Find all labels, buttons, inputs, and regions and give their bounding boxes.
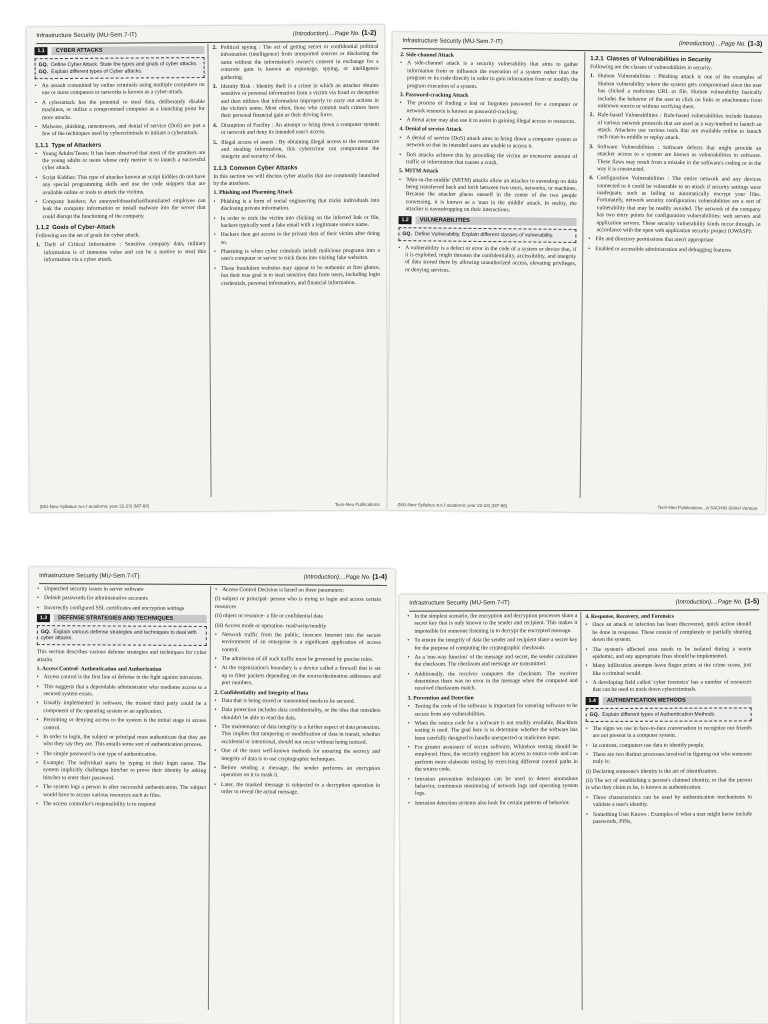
bullet: • Data that is being stored or transmitted needs to be secured. — [214, 698, 380, 706]
bullet: • Phishing is a form of social engineering that tricks individuals into disclosing private information. — [214, 198, 380, 214]
sub-item: (ii) object or resource- a file or confidential data — [214, 613, 323, 620]
page-footer: (MU-New Syllabus w.e.f academic year 22-23) (M7-66) Tech-Neo Publications...A SACHIN SHAH Venture — [397, 502, 758, 511]
page-header — [409, 597, 759, 611]
subsection-heading: 1.1.3 Common Cyber Attacks — [213, 164, 298, 172]
header-book-title: Infrastructure Security (MU-Sem.7-IT) — [402, 38, 503, 46]
question-box: GQ. Explain various defense strategies and techniques to deal with cyber attacks. — [37, 625, 207, 646]
column-divider — [208, 586, 211, 1010]
numbered-item: 1. Theft of Critical Information : Sensitive company data, military information is of immense value and can be a motive to steal this information via a cyber attack. — [35, 241, 206, 264]
header-page-number: (Introduction)....Page No. (1-5) — [675, 598, 760, 606]
numbered-item: 5. Illegal access of assets : By obtaining illegal access to the resources and stealing information, this cybercrime can compromise the integrity and security of data. — [213, 138, 380, 161]
question-box: GQ. Define Vulnerability. Explain different classes of vulnerability. — [398, 227, 576, 243]
header-page-number: (Introduction)....Page No. (1-2) — [292, 29, 377, 38]
bullet: • Malware, phishing, ransomware, and denial of service (DoS) are just a few of the techniques used by cybercriminals to initiate a cyberattack. — [35, 123, 205, 139]
bullet: • Script Kiddies: This type of attacker known as script kiddies do not have any special programming skills and use the code snippets that are available online or tools to attack the victims. — [35, 174, 205, 197]
bullet: • This suggests that a dependable administrator who mediates access to a secured system exists. — [37, 684, 207, 700]
bullet: • Three characteristics can be used by authentication mechanisms to validate a user's identity. — [586, 794, 752, 809]
numbered-item: 2. Rule-based Vulnerabilities : Rule-based vulnerabilities include features of various network protocols that are used as a way/method to launch an attack. Attackers use various tools that are available online to launch such man-in-middle or replay attack. — [589, 112, 762, 142]
question-box: GQ. Explain different types of Authentication Methods. — [586, 707, 752, 722]
bullet: • Intrusion detection systems also look for certain patterns of behavior. — [408, 800, 578, 808]
sub-item: (i) subject or principal- person who is trying to login and access certain resources — [214, 596, 382, 610]
sub-item: (iii) Access mode or operation- read/write/modify — [214, 622, 327, 630]
numbered-item: 1. Human Vulnerabilities : Phishing attack is one of the examples of Human vulnerability where the system gets compromised since the user has clicked a malicious URL or file. Human vulnerability basically includes the behavior of the user to click on links or attachments from unknown source or without verifying them. — [590, 73, 763, 111]
section-heading: 1.1 CYBER ATTACKS — [34, 46, 204, 55]
bullet: • Once an attack or infection has been discovered, quick action should be done in response. These consist of completely or partially shutting down the system. — [585, 622, 751, 645]
page-1-4 — [27, 567, 395, 1024]
right-column — [214, 586, 381, 799]
bullet: • To ensure the integrity of data the sender and recipient share a secret key for the purpose of computing the cryptographic checksum. — [407, 637, 577, 652]
item-heading: 1. Phishing and Pharming Attack — [213, 189, 293, 197]
section-heading: 1.3 DEFENSE STRATEGIES AND TECHNIQUES — [37, 614, 207, 623]
page-1-3 — [388, 32, 768, 514]
bullet: • The simple password is one type of authentication. — [36, 751, 206, 759]
bullet: • Default passwords for administrative accounts — [37, 595, 207, 603]
bullet: • The signs we use in face-to-face conversation to recognize our friends are not present in a computer system. — [586, 725, 752, 740]
item-heading: 3. Prevention and Detection — [407, 695, 474, 702]
header-book-title: Infrastructure Security (MU-Sem.7-IT) — [39, 573, 140, 580]
bullet: • Hackers then get access to the private data of their victim after doing so. — [214, 231, 380, 247]
bullet: • A vulnerability is a defect or error in the code of a system or device that, if it is exploited, might threaten the confidentiality, accessibility, and integrity of data stored there by allowing unauthorized access, elevating privileges, or denying services. — [398, 245, 576, 276]
bullet: • Usually implemented in software, the trusted third party could be a component of the operating system or an application. — [36, 700, 206, 716]
bullet: • 'Man-in-the-middle' (MITM) attacks allow an attacker to eavesdrop on data being transferred back and forth between two users, networks, or machines. Because the attacker places oneself in the center of the two people conversing, it is known as a 'man in the middle' attack. In reality, the attacker is eavesdropping on their interactions. — [399, 177, 577, 216]
bullet: • The system's affected area needs to be isolated during a worm epidemic, and any appropriate fixes should be implemented. — [585, 646, 751, 661]
page-footer: (MU-New Syllabus w.e.f academic year 22-23) (M7-66) Tech-Neo Publications — [39, 501, 380, 510]
bullet: • File and directory permissions that aren't appropriate — [588, 236, 760, 245]
bullet: • A side-channel attack is a security vulnerability that aims to gather information from or influence the execution of a system rather than the program or its code directly in order to gain information from or modify the program execution of a system. — [400, 60, 578, 91]
subsection-heading: 1.1.2 Goals of Cyber-Attack — [35, 224, 116, 232]
bullet: • The system logs a person in after successful authentication. The subject would have to access various resources such as files. — [36, 784, 206, 800]
subsection-heading: 1.2.1 Classes of Vulnerabilities in Security — [590, 56, 712, 64]
bullet: • At the organization's boundary is a device called a firewall that is set up to filter packets depending on the source/destination addresses and port numbers. — [215, 665, 381, 688]
bullet: • These fraudulent websites may appear to be authentic at first glance, but their true goal is to steal sensitive data from users, including login credentials, personal information, and financial information. — [214, 265, 380, 288]
numbered-item: 4. Disruption of Facility : An attempt to bring down a computer system or network and deny its intended user's access. — [212, 121, 380, 137]
sub-item: (ii) The act of establishing a person's claimed identity, or that the person is who they claim to be, is known as authentication. — [585, 777, 752, 792]
bullet: • Testing the code of the software is important for ensuring software to be secure from any vulnerabilities. — [408, 703, 578, 718]
bullet: • Many infiltration attempts leave finger prints at the crime scene, just like a criminal would. — [585, 663, 751, 678]
bullet: • In order to trick the victim into clicking on the infected link or file, hackers typically send a fake email with a legitimate source name. — [214, 214, 380, 230]
section-heading: 1.4 AUTHENTICATION METHODS — [586, 696, 752, 705]
bullet: • Incorrectly configured SSL certificates and encryption settings — [37, 605, 207, 613]
bullet: • There are two distinct processes involved in figuring out who someone truly is: — [586, 751, 752, 766]
bullet: • Network traffic from the public, insecure Internet into the secure environment of an enterprise is a significant application of access control. — [215, 632, 381, 655]
column-divider — [580, 52, 586, 498]
paragraph: Following are the classes of vulnerabilities in security. — [590, 64, 712, 72]
page-header — [36, 29, 376, 44]
paragraph: This section describes various defense strategies and techniques for cyber attacks. — [36, 649, 207, 663]
subsection-heading: 1.1.1 Type of Attackers — [35, 142, 102, 149]
bullet: • Intrusion prevention techniques can be used to detect anomalous behavior, continuous monitoring of network logs and operating system logs. — [408, 776, 578, 799]
page-1-2 — [26, 25, 387, 512]
left-column — [34, 44, 206, 267]
item-heading: 3. Password-cracking Attack — [399, 91, 469, 99]
left-column — [407, 612, 578, 810]
bullet: • Enabled or accessible administration and debugging features — [588, 246, 760, 255]
bullet: • A denial of service (DoS) attack aims to bring down a computer system or network so that its intended users are unable to access it. — [399, 135, 577, 152]
bullet: • Later, the masked message is subjected to a decryption operation in order to reveal the actual message. — [214, 782, 380, 798]
right-column — [585, 611, 752, 828]
bullet: • A threat actor may also use it to assist in gaining illegal access to resources. — [400, 117, 578, 126]
bullet: • In the simplest scenario, the encryption and decryption processes share a secret key that is only known to the sender and recipient. This makes it impossible for someone listening in to decrypt the encrypted message. — [407, 613, 577, 636]
bullet: • The admission of all such traffic must be governed by precise rules. — [215, 656, 381, 664]
bullet: • Data protection includes data confidentiality, or the idea that outsiders shouldn't be able to read the data. — [214, 707, 380, 723]
numbered-item: 3. Identity Risk : Identity theft is a crime in which an attacker obtains sensitive or personal information from a victim via fraud or deception and then utilizes that information improperly to carry out actions in the victim's name. Most often, those who commit such crimes have their personal financial gain as their driving force. — [212, 82, 379, 120]
page-header — [39, 571, 387, 586]
bullet: • An assault committed by online criminals using multiple computers on one or more computers or networks is known as a cyber-attack. — [35, 82, 205, 98]
right-column — [588, 52, 762, 257]
bullet: • Additionally, the receiver computes the checksum. The receiver determines there was no error in the message when the computed and received checksums match. — [408, 671, 578, 694]
bullet: • Access control is the first line of defense in the fight against intrusions. — [37, 674, 207, 682]
bullet: • The access controller's responsibility is to respond — [36, 801, 206, 809]
left-column — [398, 50, 578, 278]
item-heading: 5. MITM Attack — [399, 168, 439, 175]
bullet: • In contrast, computers use data to identify people. — [586, 742, 752, 750]
item-heading: 4. Denial of service Attack — [399, 126, 462, 134]
header-page-number: (Introduction)....Page No. (1-3) — [678, 40, 763, 48]
header-page-number: (Introduction)....Page No. (1-4) — [303, 573, 388, 581]
item-heading: 2. Confidentiality and Integrity of Data — [214, 689, 309, 697]
bullet: • Access Control Decision is based on three parameters: — [215, 587, 381, 595]
column-divider — [207, 44, 211, 497]
bullet: • For greater assurance of secure software, Whitebox testing should be employed. Here, the security engineer has access to source code and can perform more elaborate testing by exercising different control paths in the source code. — [408, 744, 578, 774]
paragraph: In this section we will discuss cyber attacks that are commonly launched by the attackers. — [213, 172, 380, 187]
bullet: • In order to login, the subject or principal must authenticate that they are who they say they are. This entails some sort of authentication process. — [36, 734, 206, 750]
question-box: GQ. Define Cyber Attack. State the types and goals of cyber attacks. GQ. Explain different types of Cyber attacks. — [35, 57, 205, 79]
bullet: • A cyberattack has the potential to steal data, deliberately disable machines, or utilize a compromised computer as a launching point for more attacks. — [35, 99, 205, 122]
item-heading: 2. Side-channel Attack — [400, 52, 454, 59]
column-divider — [580, 612, 582, 1010]
paragraph: Following are the set of goals for cyber attack. — [35, 232, 141, 240]
header-book-title: Infrastructure Security (MU-Sem.7-IT) — [36, 32, 137, 40]
numbered-item: 2. Political spying : The act of getting secret or confidential political information (intelligence) from unreported sources or disclosing the same without the information's owner's consent in exchange for a concrete gain is known as espionage, spying, or intelligence gathering. — [212, 43, 379, 81]
bullet: • DoS attacks achieve this by providing the victim an excessive amount of traffic or information that causes a crash. — [399, 152, 577, 169]
bullet: • The maintenance of data integrity is a further aspect of data protection. This implies that tampering or modification of data in transit, whether accidental or intentional, should not occur without being noticed. — [214, 724, 380, 747]
page-1-5 — [399, 593, 768, 1024]
bullet: • A developing field called 'cyber forensics' has a number of resources that can be used to track down cybercriminals. — [586, 679, 752, 694]
section-heading: 1.2 VULNERABILITIES — [399, 216, 577, 226]
bullet: • As a 'one-way function' of the message and secret, the sender calculates the checksum. The checksum and message are transmitted. — [407, 654, 577, 669]
bullet: • Permitting or denying access to the system is the initial stage in access control. — [36, 717, 206, 733]
header-book-title: Infrastructure Security (MU-Sem.7-IT) — [409, 600, 510, 607]
bullet: • Before sending a message, the sender performs an encryption operation on it to mask it. — [214, 765, 380, 781]
left-column — [36, 585, 207, 811]
item-heading: 4. Response, Recovery, and Forensics — [585, 613, 674, 620]
bullet: • Young Adults/Teens: It has been observed that most of the attackers are the young adults or teens whose only motive is to launch a successful cyber attack. — [35, 150, 205, 173]
numbered-item: 3. Software Vulnerabilities : Software defects that might provide an attacker access to a system are known as vulnerabilities in software. These flaws may result from a mistake in the software's coding or in the way it is constructed. — [589, 143, 762, 173]
bullet: • Pharming is when cyber criminals install malicious programs into a user's computer or server to trick them into visiting fake websites. — [214, 248, 380, 264]
bullet: • The process of finding a lost or forgotten password for a computer or network resource is known as password-cracking. — [400, 100, 578, 117]
bullet: • Example: The individual starts by typing in their login name. The system implicitly challenges him/her to prove their identity by asking him/her to enter their password. — [36, 760, 206, 783]
bullet: • When the source code for a software is not readily available, Blackbox testing is used. The goal here is to determine whether the software has been carefully designed to handle unexpected or malicious input. — [408, 720, 578, 743]
bullet: • Something User Knows : Examples of what a user might know include passwords, PINs, — [586, 811, 752, 826]
numbered-item: 4. Configuration Vulnerabilities : The entire network and any devices connected to it could be vulnerable to an attack if security settings were inadequate, such as failing to automatically encrypt your files. Fortunately, network security configuration vulnerabilities are a sort of vulnerability that may be readily avoided. The network of the company has two entry points for configuration vulnerabilities: web servers and application servers. These security vulnerability kinds occur through, in accordance with the open web application security project (OWASP): — [588, 175, 762, 235]
bullet: • One of the most well-known methods for ensuring the secrecy and integrity of data is to use cryptographic techniques. — [214, 748, 380, 764]
item-heading: 1. Access Control- Authentication and Authorization — [36, 665, 162, 673]
right-column — [212, 43, 380, 290]
bullet: • Company Insiders: An annoyed/dissatisfied/humiliated employee can leak the company information or install malware into the server that could disrupt the functioning of the company. — [36, 198, 206, 221]
bullet: • Unpatched security issues in server software — [37, 586, 207, 594]
sub-item: (i) Declaring someone's identity is the act of identification. — [585, 768, 718, 775]
